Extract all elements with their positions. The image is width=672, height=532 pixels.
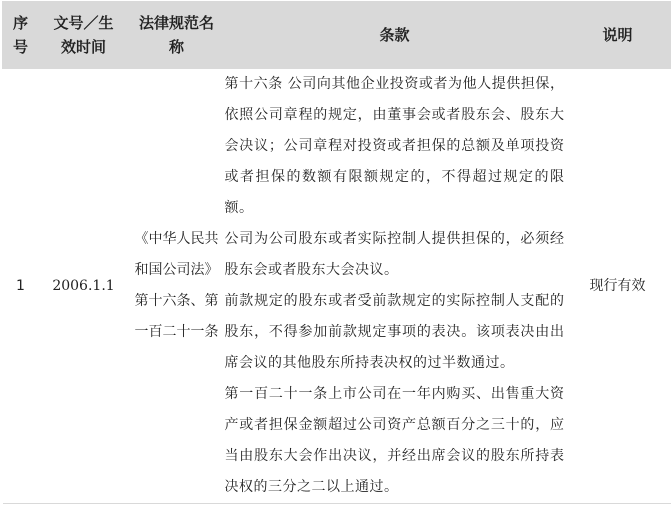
header-note: 说明 — [565, 2, 671, 69]
cell-date: 2006.1.1 — [39, 69, 129, 504]
header-clause: 条款 — [225, 2, 565, 69]
cell-clause — [225, 69, 565, 504]
cell-law-name: 《中华人民共和国公司法》第十六条、第一百二十一条 — [129, 69, 225, 504]
cell-seq: 1 — [3, 69, 39, 504]
clause-paragraph: 前款规定的股东或者受前款规定的实际控制人支配的股东，不得参加前款规定事项的表决。该项表决由出席会议的其他股东所持表决权的过半数通过。 — [224, 293, 565, 371]
clause-paragraph: 公司为公司股东或者实际控制人提供担保的，必须经股东会或者股东大会决议。 — [224, 231, 565, 278]
law-table — [2, 1, 671, 504]
table-header-row — [3, 2, 671, 69]
header-seq: 序 号 — [3, 2, 39, 69]
cell-note: 现行有效 — [565, 69, 671, 504]
table-row — [3, 69, 671, 504]
header-law-name: 法律规范名 称 — [129, 2, 225, 69]
header-doc-date: 文号／生 效时间 — [39, 2, 129, 69]
clause-paragraph: 第一百二十一条上市公司在一年内购买、出售重大资产或者担保金额超过公司资产总额百分之三十的，应当由股东大会作出决议，并经出席会议的股东所持表决权的三分之二以上通过。 — [224, 386, 565, 495]
clause-paragraph: 第十六条 公司向其他企业投资或者为他人提供担保，依照公司章程的规定，由董事会或者股东会、股东大会决议；公司章程对投资或者担保的总额及单项投资或者担保的数额有限额规定的，不得超过规定的限额。 — [224, 76, 565, 216]
